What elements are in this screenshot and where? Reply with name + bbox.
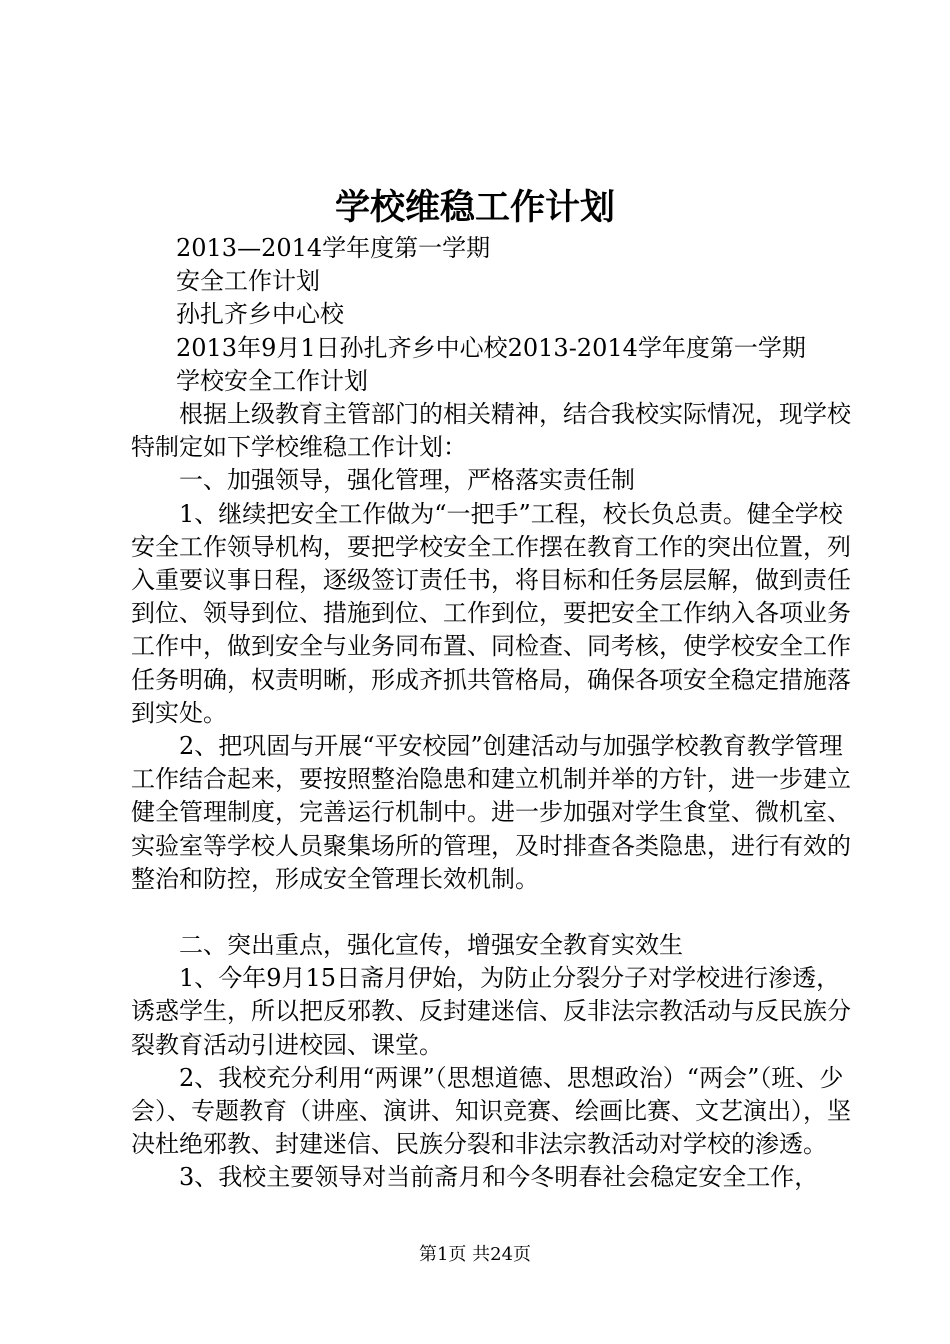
header-line: 孙扎齐乡中心校 xyxy=(176,300,344,329)
body-paragraph: 3、我校主要领导对当前斋月和今冬明春社会稳定安全工作， xyxy=(179,1163,819,1192)
header-line: 学校安全工作计划 xyxy=(176,366,368,395)
page-footer: 第1页 共24页 xyxy=(418,1244,532,1265)
body-paragraph: 1、继续把安全工作做为“一把手”工程，校长负总责。健全学校安全工作领导机构，要把学校安全工作摆在教育工作的突出位置，列入重要议事日程，逐级签订责任书，将目标和任务层层解，做到责任到位、领导到位、措施到位、工作到位，要把安全工作纳入各项业务工作中，做到安全与业务同布置、同检查、同考核，使学校安全工作任务明确，权责明晰，形成齐抓共管格局，确保各项安全稳定措施落到实处。 xyxy=(131,499,851,727)
header-line: 2013年9月1日孙扎齐乡中心校2013-2014学年度第一学期 xyxy=(176,333,806,362)
header-line: 安全工作计划 xyxy=(176,267,320,296)
body-paragraph: 1、今年9月15日斋月伊始，为防止分裂分子对学校进行渗透，诱惑学生，所以把反邪教、反封建迷信、反非法宗教活动与反民族分裂教育活动引进校园、课堂。 xyxy=(131,964,851,1059)
section-heading: 二、突出重点，强化宣传，增强安全教育实效生 xyxy=(179,931,683,960)
section-heading: 一、加强领导，强化管理，严格落实责任制 xyxy=(179,466,635,495)
body-paragraph: 2、我校充分利用“两课”（思想道德、思想政治）“两会”（班、少会）、专题教育（讲座、演讲、知识竞赛、绘画比赛、文艺演出），坚决杜绝邪教、封建迷信、民族分裂和非法宗教活动对学校的渗透。 xyxy=(131,1063,851,1159)
document-body xyxy=(131,232,851,1195)
header-line: 2013—2014学年度第一学期 xyxy=(176,234,491,262)
body-paragraph: 2、把巩固与开展“平安校园”创建活动与加强学校教育教学管理工作结合起来，要按照整治隐患和建立机制并举的方针，进一步建立健全管理制度，完善运行机制中。进一步加强对学生食堂、微机室、实验室等学校人员聚集场所的管理，及时排查各类隐患，进行有效的整治和防控，形成安全管理长效机制。 xyxy=(131,732,851,893)
document-title: 学校维稳工作计划 xyxy=(334,187,615,228)
body-paragraph: 根据上级教育主管部门的相关精神，结合我校实际情况，现学校特制定如下学校维稳工作计划： xyxy=(131,400,851,462)
paragraph-spacer xyxy=(131,896,851,929)
